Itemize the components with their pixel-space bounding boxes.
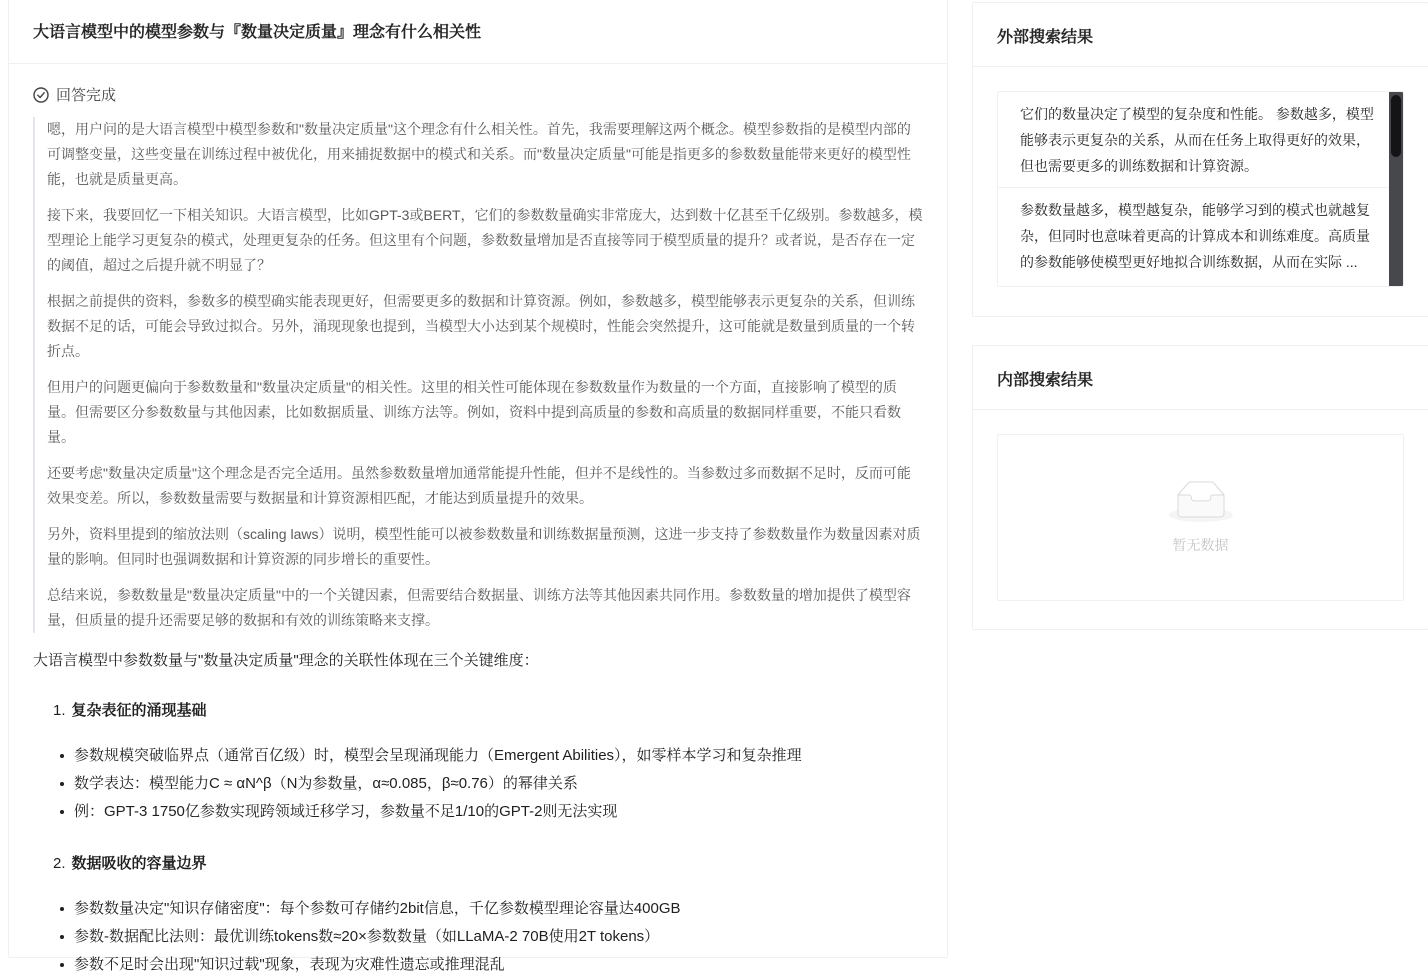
thinking-quote-block — [33, 117, 923, 633]
bullet-text: 参数-数据配比法则：最优训练tokens数≈20×参数数量（如LLaMA-2 70B使用2T tokens） — [74, 928, 660, 945]
list-item — [60, 923, 923, 951]
internal-search-title: 内部搜索结果 — [973, 346, 1428, 410]
external-search-panel — [972, 2, 1428, 317]
list-item — [60, 770, 923, 798]
empty-inbox-icon — [1169, 481, 1233, 527]
status-label: 回答完成 — [56, 87, 117, 104]
empty-state — [997, 434, 1404, 601]
list-item — [60, 798, 923, 826]
bullet-dot-icon — [60, 907, 64, 911]
list-item — [60, 895, 923, 923]
bullet-list — [33, 895, 923, 979]
scrollbar[interactable] — [1389, 92, 1403, 286]
bullet-list — [33, 742, 923, 826]
section-number: 1. — [53, 702, 66, 719]
thinking-paragraph: 根据之前提供的资料，参数多的模型确实能表现更好，但需要更多的数据和计算资源。例如，参数越多，模型能够表示更复杂的关系，但训练数据不足的话，可能会导致过拟合。另外，涌现现象也提到，当模型大小达到某个规模时，性能会突然提升，这可能就是数量到质量的一个转折点。 — [47, 293, 915, 359]
question-title: 大语言模型中的模型参数与『数量决定质量』理念有什么相关性 — [33, 24, 482, 41]
bullet-text: 数学表达：模型能力C ≈ αN^β（N为参数量，α≈0.085，β≈0.76）的幂律关系 — [74, 775, 578, 792]
bullet-text: 参数不足时会出现"知识过载"现象，表现为灾难性遗忘或推理混乱 — [74, 956, 505, 973]
external-search-body — [973, 67, 1428, 311]
question-header — [9, 0, 947, 64]
section-title: 数据吸收的容量边界 — [71, 855, 207, 872]
thinking-paragraph: 另外，资料里提到的缩放法则（scaling laws）说明，模型性能可以被参数数量和训练数据量预测，这进一步支持了参数数量作为数量因素对质量的影响。但同时也强调数据和计算资源的同步增长的重要性。 — [47, 526, 921, 567]
answer-body — [9, 64, 947, 979]
bullet-dot-icon — [60, 963, 64, 967]
internal-search-panel — [972, 345, 1428, 630]
section-number: 2. — [53, 855, 66, 872]
answer-intro: 大语言模型中参数数量与"数量决定质量"理念的关联性体现在三个关键维度： — [33, 652, 539, 669]
internal-search-body — [973, 410, 1428, 625]
bullet-text: 例：GPT-3 1750亿参数实现跨领域迁移学习，参数量不足1/10的GPT-2则无法实现 — [74, 803, 618, 820]
bullet-text: 参数规模突破临界点（通常百亿级）时，模型会呈现涌现能力（Emergent Abilities），如零样本学习和复杂推理 — [74, 747, 802, 764]
thinking-paragraph: 总结来说，参数数量是"数量决定质量"中的一个关键因素，但需要结合数据量、训练方法等其他因素共同作用。参数数量的增加提供了模型容量，但质量的提升还需要足够的数据和有效的训练策略来支撑。 — [47, 587, 911, 628]
search-result-item: 参数数量越多，模型越复杂，能够学习到的模式也就越复杂，但同时也意味着更高的计算成本和训练难度。高质量的参数能够使模型更好地拟合训练数据，从而在实际 ... — [998, 187, 1389, 283]
external-search-title: 外部搜索结果 — [973, 3, 1428, 67]
answer-section-heading — [53, 700, 923, 722]
section-title: 复杂表征的涌现基础 — [71, 702, 207, 719]
check-circle-icon — [33, 87, 49, 103]
bullet-dot-icon — [60, 935, 64, 939]
empty-state-text: 暂无数据 — [1172, 536, 1229, 553]
bullet-dot-icon — [60, 782, 64, 786]
thinking-paragraph: 但用户的问题更偏向于参数数量和"数量决定质量"的相关性。这里的相关性可能体现在参数数量作为数量的一个方面，直接影响了模型的质量。但需要区分参数数量与其他因素，比如数据质量、训练方法等。例如，资料中提到高质量的参数和高质量的数据同样重要，不能只看数量。 — [47, 379, 901, 445]
thinking-paragraph: 接下来，我要回忆一下相关知识。大语言模型，比如GPT-3或BERT，它们的参数数量确实非常庞大，达到数十亿甚至千亿级别。参数越多，模型理论上能学习更复杂的模式，处理更复杂的任务。但这里有个问题，参数数量增加是否直接等同于模型质量的提升？或者说，是否存在一定的阈值，超过之后提升就不明显了？ — [47, 207, 923, 273]
list-item — [60, 951, 923, 979]
list-item — [60, 742, 923, 770]
answer-section-heading — [53, 853, 923, 875]
external-results-list[interactable] — [997, 91, 1404, 287]
answer-status — [33, 84, 923, 105]
bullet-dot-icon — [60, 754, 64, 758]
bullet-text: 参数数量决定"知识存储密度"：每个参数可存储约2bit信息，千亿参数模型理论容量达400GB — [74, 900, 681, 917]
thinking-paragraph: 还要考虑"数量决定质量"这个理念是否完全适用。虽然参数数量增加通常能提升性能，但并不是线性的。当参数过多而数据不足时，反而可能效果变差。所以，参数数量需要与数据量和计算资源相匹配，才能达到质量提升的效果。 — [47, 465, 911, 506]
thinking-paragraph: 嗯，用户问的是大语言模型中模型参数和"数量决定质量"这个理念有什么相关性。首先，我需要理解这两个概念。模型参数指的是模型内部的可调整变量，这些变量在训练过程中被优化，用来捕捉数据中的模式和关系。而"数量决定质量"可能是指更多的参数数量能带来更好的模型性能，也就是质量更高。 — [47, 121, 911, 187]
scrollbar-thumb[interactable] — [1391, 95, 1401, 157]
bullet-dot-icon — [60, 810, 64, 814]
search-result-item: 它们的数量决定了模型的复杂度和性能。 参数越多，模型能够表示更复杂的关系，从而在任务上取得更好的效果，但也需要更多的训练数据和计算资源。 — [1020, 106, 1374, 174]
final-answer — [33, 649, 923, 979]
answer-panel — [8, 0, 948, 973]
